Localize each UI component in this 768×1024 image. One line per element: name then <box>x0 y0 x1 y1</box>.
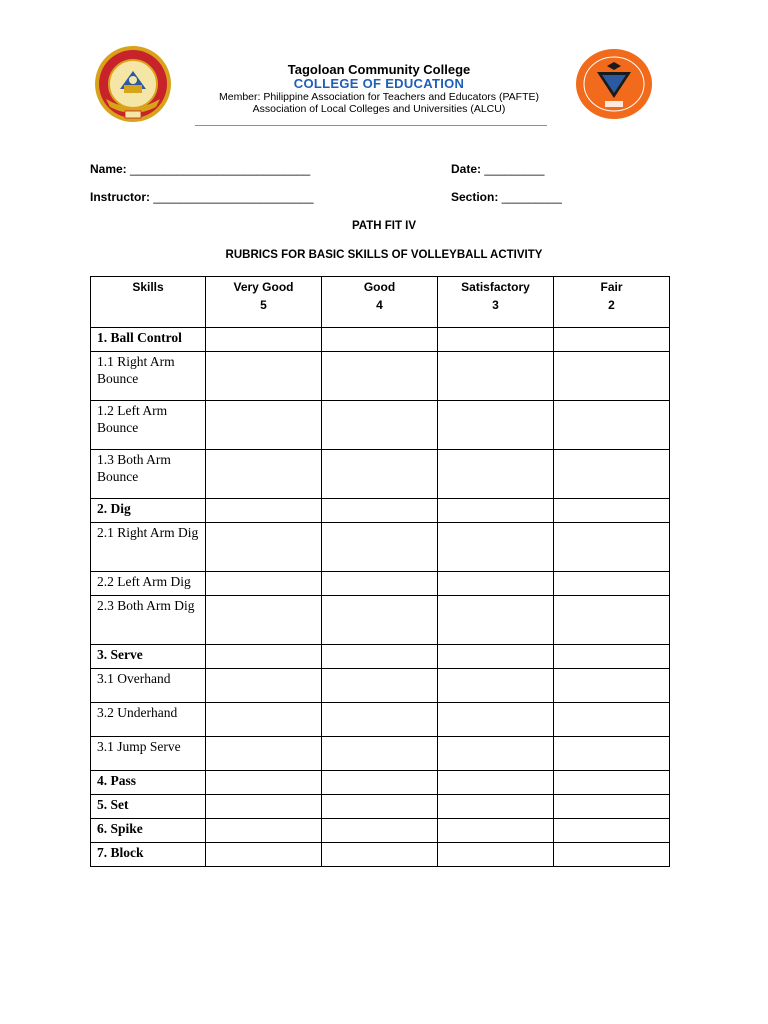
score-cell[interactable] <box>322 596 438 645</box>
column-header <box>91 277 206 328</box>
score-cell[interactable] <box>554 328 670 352</box>
score-cell[interactable] <box>554 499 670 523</box>
name-blank[interactable]: ___________________________ <box>130 162 311 176</box>
skill-cell: 2.2 Left Arm Dig <box>91 572 206 596</box>
score-cell[interactable] <box>554 819 670 843</box>
section-field[interactable] <box>451 190 562 204</box>
skill-cell: 1.2 Left Arm Bounce <box>91 401 206 450</box>
score-cell[interactable] <box>206 401 322 450</box>
membership-line-2: Association of Local Colleges and Universities (ALCU) <box>252 103 506 115</box>
score-cell[interactable] <box>554 703 670 737</box>
column-score: 3 <box>492 298 499 312</box>
score-cell[interactable] <box>322 450 438 499</box>
date-field[interactable] <box>451 162 544 176</box>
score-cell[interactable] <box>322 572 438 596</box>
instructor-blank[interactable]: ________________________ <box>153 190 314 204</box>
table-row <box>91 645 670 669</box>
college-of-education-seal-icon <box>575 48 653 120</box>
table-row <box>91 737 670 771</box>
score-cell[interactable] <box>206 819 322 843</box>
skill-cell: 2.1 Right Arm Dig <box>91 523 206 572</box>
score-cell[interactable] <box>554 523 670 572</box>
score-cell[interactable] <box>206 795 322 819</box>
score-cell[interactable] <box>206 352 322 401</box>
score-cell[interactable] <box>438 499 554 523</box>
column-label: Very Good <box>233 280 294 294</box>
score-cell[interactable] <box>206 843 322 867</box>
score-cell[interactable] <box>554 596 670 645</box>
score-cell[interactable] <box>322 523 438 572</box>
score-cell[interactable] <box>438 669 554 703</box>
column-score: 5 <box>260 298 267 312</box>
score-cell[interactable] <box>438 843 554 867</box>
section-label: Section: <box>451 190 499 204</box>
table-row <box>91 328 670 352</box>
table-row <box>91 703 670 737</box>
table-row <box>91 843 670 867</box>
skill-category-cell: 7. Block <box>91 843 206 867</box>
instructor-field[interactable] <box>90 190 314 204</box>
column-header <box>206 277 322 328</box>
skill-cell: 2.3 Both Arm Dig <box>91 596 206 645</box>
name-label: Name: <box>90 162 127 176</box>
date-blank[interactable]: _________ <box>484 162 545 176</box>
score-cell[interactable] <box>206 450 322 499</box>
score-cell[interactable] <box>322 737 438 771</box>
score-cell[interactable] <box>206 596 322 645</box>
score-cell[interactable] <box>206 771 322 795</box>
column-header <box>322 277 438 328</box>
score-cell[interactable] <box>554 771 670 795</box>
score-cell[interactable] <box>554 669 670 703</box>
table-row <box>91 771 670 795</box>
score-cell[interactable] <box>438 771 554 795</box>
score-cell[interactable] <box>554 572 670 596</box>
college-name: Tagoloan Community College <box>287 62 471 77</box>
score-cell[interactable] <box>206 645 322 669</box>
letterhead <box>190 63 568 115</box>
course-title: PATH FIT IV <box>351 220 417 232</box>
name-field[interactable] <box>90 162 310 176</box>
section-blank[interactable]: _________ <box>501 190 562 204</box>
score-cell[interactable] <box>206 669 322 703</box>
score-cell[interactable] <box>322 352 438 401</box>
column-header <box>438 277 554 328</box>
score-cell[interactable] <box>554 795 670 819</box>
score-cell[interactable] <box>438 737 554 771</box>
column-score: 2 <box>608 298 615 312</box>
score-cell[interactable] <box>438 703 554 737</box>
score-cell[interactable] <box>206 737 322 771</box>
score-cell[interactable] <box>322 795 438 819</box>
score-cell[interactable] <box>438 352 554 401</box>
table-row <box>91 499 670 523</box>
table-row <box>91 669 670 703</box>
table-row <box>91 450 670 499</box>
skill-category-cell: 1. Ball Control <box>91 328 206 352</box>
score-cell[interactable] <box>438 450 554 499</box>
rubric-table <box>90 276 670 867</box>
score-cell[interactable] <box>206 572 322 596</box>
table-row <box>91 572 670 596</box>
instructor-label: Instructor: <box>90 190 150 204</box>
score-cell[interactable] <box>322 771 438 795</box>
department-name: COLLEGE OF EDUCATION <box>293 76 465 91</box>
skill-category-cell: 5. Set <box>91 795 206 819</box>
skill-cell: 3.1 Overhand <box>91 669 206 703</box>
score-cell[interactable] <box>438 795 554 819</box>
column-label: Fair <box>600 280 623 294</box>
score-cell[interactable] <box>206 703 322 737</box>
score-cell[interactable] <box>438 523 554 572</box>
score-cell[interactable] <box>322 401 438 450</box>
score-cell[interactable] <box>322 703 438 737</box>
score-cell[interactable] <box>438 819 554 843</box>
header-divider <box>195 125 547 126</box>
membership-line-1: Member: Philippine Association for Teachers and Educators (PAFTE) <box>218 91 539 103</box>
skill-cell: 3.2 Underhand <box>91 703 206 737</box>
column-score: 4 <box>376 298 383 312</box>
table-header-row <box>91 277 670 328</box>
score-cell[interactable] <box>206 328 322 352</box>
score-cell[interactable] <box>438 572 554 596</box>
column-label: Skills <box>132 280 164 294</box>
score-cell[interactable] <box>554 401 670 450</box>
table-row <box>91 819 670 843</box>
score-cell[interactable] <box>206 523 322 572</box>
column-label: Good <box>363 280 396 294</box>
skill-category-cell: 4. Pass <box>91 771 206 795</box>
skill-category-cell: 2. Dig <box>91 499 206 523</box>
skill-cell: 1.3 Both Arm Bounce <box>91 450 206 499</box>
score-cell[interactable] <box>438 645 554 669</box>
score-cell[interactable] <box>438 328 554 352</box>
rubric-body <box>91 328 670 867</box>
score-cell[interactable] <box>206 499 322 523</box>
column-label: Satisfactory <box>461 280 530 294</box>
column-header <box>554 277 670 328</box>
table-row <box>91 401 670 450</box>
score-cell[interactable] <box>322 328 438 352</box>
score-cell[interactable] <box>554 645 670 669</box>
date-label: Date: <box>451 162 482 176</box>
score-cell[interactable] <box>322 499 438 523</box>
score-cell[interactable] <box>322 843 438 867</box>
table-row <box>91 795 670 819</box>
score-cell[interactable] <box>438 596 554 645</box>
score-cell[interactable] <box>322 645 438 669</box>
skill-cell: 3.1 Jump Serve <box>91 737 206 771</box>
table-row <box>91 523 670 572</box>
skill-category-cell: 3. Serve <box>91 645 206 669</box>
tagoloan-community-college-seal-icon <box>94 45 172 123</box>
table-row <box>91 596 670 645</box>
table-row <box>91 352 670 401</box>
skill-category-cell: 6. Spike <box>91 819 206 843</box>
score-cell[interactable] <box>438 401 554 450</box>
score-cell[interactable] <box>554 737 670 771</box>
score-cell[interactable] <box>322 819 438 843</box>
rubric-title: RUBRICS FOR BASIC SKILLS OF VOLLEYBALL ACTIVITY <box>225 249 543 261</box>
score-cell[interactable] <box>554 843 670 867</box>
score-cell[interactable] <box>554 352 670 401</box>
score-cell[interactable] <box>322 669 438 703</box>
skill-cell: 1.1 Right Arm Bounce <box>91 352 206 401</box>
score-cell[interactable] <box>554 450 670 499</box>
